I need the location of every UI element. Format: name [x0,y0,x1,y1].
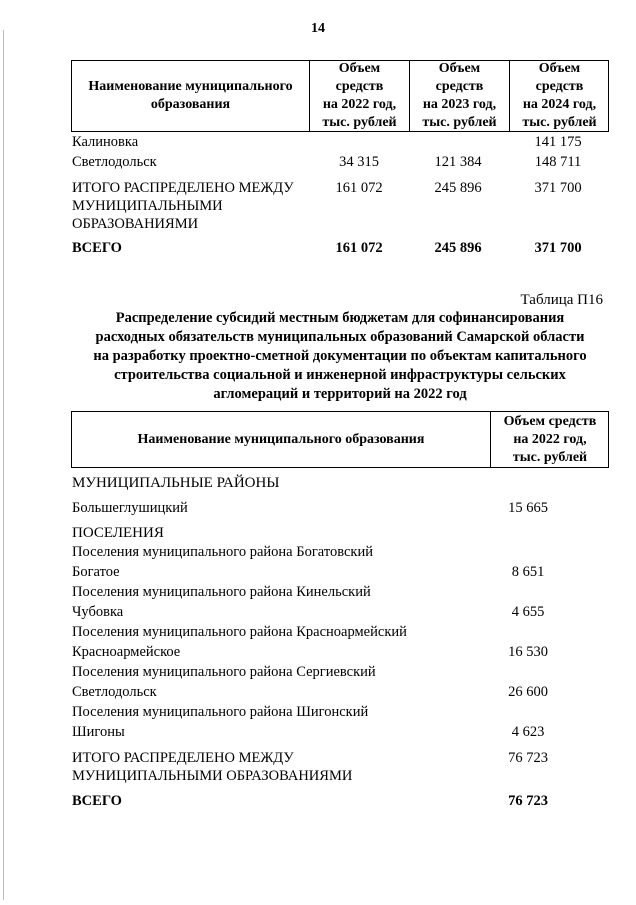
header-text: Наименование муниципального [88,79,293,94]
table-row-name: Богатое [72,564,120,580]
table-row-value: 4 623 [511,724,545,740]
table1-header-2024: Объем средств на 2024 год, тыс. рублей [522,61,597,130]
total-distributed-value: 76 723 [508,750,548,766]
table-row-name: Светлодольск [72,684,157,700]
grand-total-2024: 371 700 [534,240,582,256]
table2-header-name-col: Наименование муниципального образования [137,431,425,447]
table1-header-2022: Объем средств на 2022 год, тыс. рублей [322,61,397,130]
table-row-value: 15 665 [508,500,548,516]
grand-total-label: ВСЕГО [72,793,122,809]
page-number: 14 [311,21,325,36]
grand-total-label: ВСЕГО [72,240,122,256]
table-row-name: Светлодольск [72,154,157,170]
grand-total-value: 76 723 [508,793,548,809]
total-distributed-2022: 161 072 [335,180,383,196]
table-label: Таблица П16 [520,292,603,308]
table-row-value: 26 600 [508,684,548,700]
table-row-value: 8 651 [511,564,545,580]
table-row-name: Чубовка [72,604,124,620]
table2-header-2022: Объем средств на 2022 год, тыс. рублей [503,413,597,465]
header-text: образования [150,97,231,112]
subsection-heading: Поселения муниципального района Шигонский [72,704,369,720]
table1-header-name-col [72,61,309,131]
subsection-heading: Поселения муниципального района Сергиевский [72,664,376,680]
table-cell-2024: 148 711 [534,154,582,170]
subsection-heading: Поселения муниципального района Богатовский [72,544,373,560]
table1-header-2023: Объем средств на 2023 год, тыс. рублей [422,61,497,130]
table2-header [71,411,609,468]
table1-header [71,60,609,132]
table-cell-2023: 121 384 [434,154,482,170]
subsection-heading: Поселения муниципального района Красноармейский [72,624,407,640]
scan-edge-line [3,30,4,900]
total-distributed-label: ИТОГО РАСПРЕДЕЛЕНО МЕЖДУ МУНИЦИПАЛЬНЫМИ ОБРАЗОВАНИЯМИ [72,180,294,232]
table-cell-2024: 141 175 [534,134,582,150]
table-row-name: Шигоны [72,724,125,740]
table-caption: Распределение субсидий местным бюджетам для софинансирования расходных обязательств муниципальных образований Самарской области на разработку проектно-сметной документации по объектам капитального строительства социальной и инженерной инфраструктуры сельских агломераций и территорий на 2022 год [93,310,587,402]
table-row-name: Калиновка [72,134,139,150]
table-row-name: Красноармейское [72,644,181,660]
table-cell-2022: 34 315 [339,154,379,170]
total-distributed-label: ИТОГО РАСПРЕДЕЛЕНО МЕЖДУ МУНИЦИПАЛЬНЫМИ ОБРАЗОВАНИЯМИ [72,750,353,784]
grand-total-2022: 161 072 [335,240,383,256]
section-heading: МУНИЦИПАЛЬНЫЕ РАЙОНЫ [72,475,280,491]
table-row-value: 16 530 [508,644,548,660]
table-row-name: Большеглушицкий [72,500,188,516]
total-distributed-2023: 245 896 [434,180,482,196]
total-distributed-2024: 371 700 [534,180,582,196]
section-heading: ПОСЕЛЕНИЯ [72,525,164,541]
grand-total-2023: 245 896 [434,240,482,256]
table-row-value: 4 655 [511,604,545,620]
subsection-heading: Поселения муниципального района Кинельский [72,584,371,600]
